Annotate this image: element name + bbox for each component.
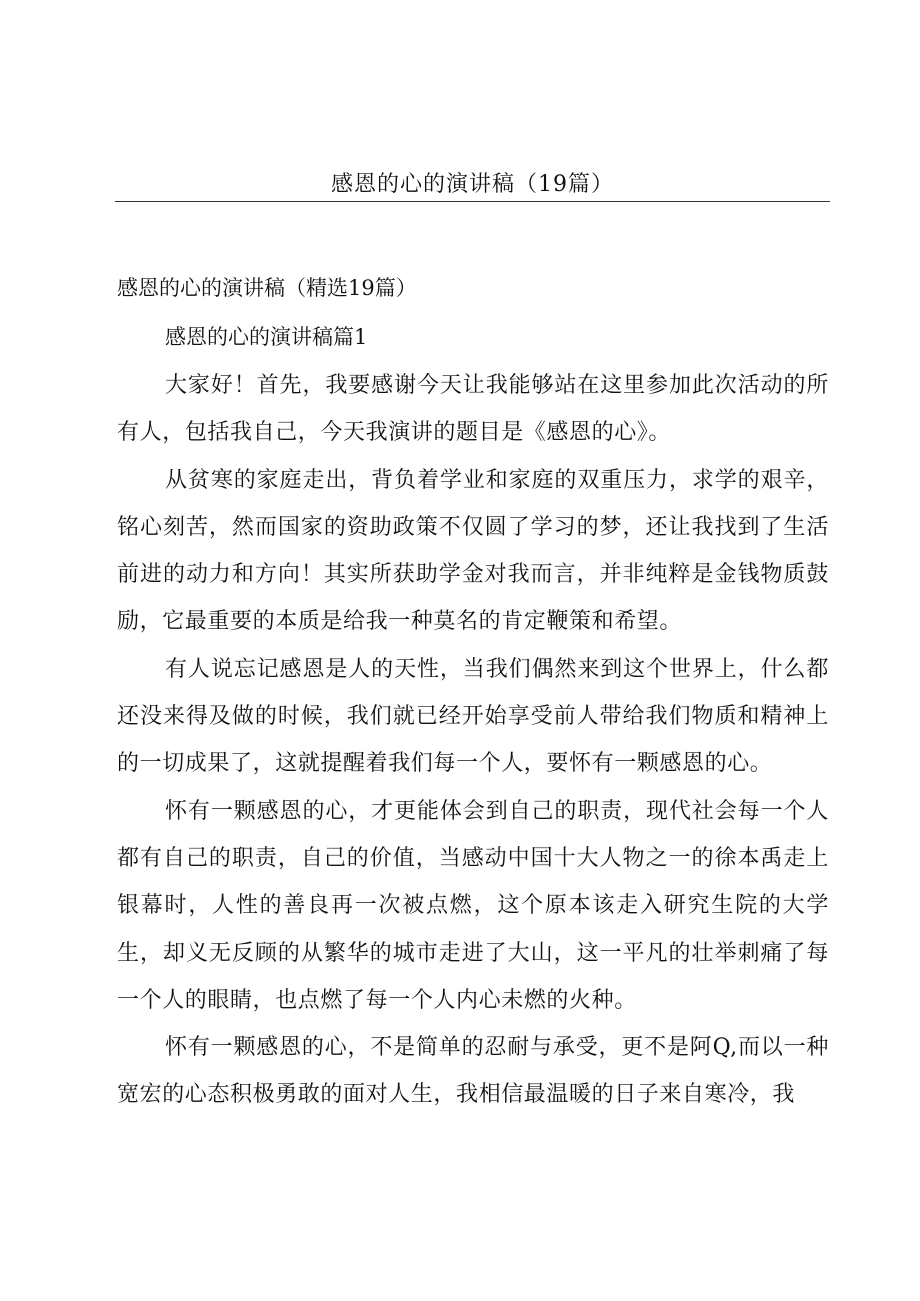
document-subtitle: 感恩的心的演讲稿（精选19篇） <box>117 276 417 300</box>
paragraph: 有人说忘记感恩是人的天性，当我们偶然来到这个世界上，什么都还没来得及做的时候，我们就已经开始享受前人带给我们物质和精神上的一切成果了，这就提醒着我们每一个人，要怀有一颗感恩的心。 <box>117 656 829 777</box>
header-divider <box>115 201 830 202</box>
section-heading: 感恩的心的演讲稿篇1 <box>165 325 368 349</box>
paragraph: 怀有一颗感恩的心，不是简单的忍耐与承受，更不是阿Q,而以一种宽宏的心态积极勇敢的面对人生，我相信最温暖的日子来自寒冷，我 <box>117 1035 829 1108</box>
header-title: 感恩的心的演讲稿（19篇） <box>331 172 614 197</box>
paragraph: 大家好！首先，我要感谢今天让我能够站在这里参加此次活动的所有人，包括我自己，今天我演讲的题目是《感恩的心》。 <box>117 373 829 446</box>
body-text <box>117 362 829 1119</box>
paragraph: 怀有一颗感恩的心，才更能体会到自己的职责，现代社会每一个人都有自己的职责，自己的价值，当感动中国十大人物之一的徐本禹走上银幕时，人性的善良再一次被点燃，这个原本该走入研究生院的大学生，却义无反顾的从繁华的城市走进了大山，这一平凡的壮举刺痛了每一个人的眼睛，也点燃了每一个人内心未燃的火种。 <box>117 798 829 1013</box>
paragraph: 从贫寒的家庭走出，背负着学业和家庭的双重压力，求学的艰辛，铭心刻苦，然而国家的资助政策不仅圆了学习的梦，还让我找到了生活前进的动力和方向！其实所获助学金对我而言，并非纯粹是金钱物质鼓励，它最重要的本质是给我一种莫名的肯定鞭策和希望。 <box>117 467 829 635</box>
